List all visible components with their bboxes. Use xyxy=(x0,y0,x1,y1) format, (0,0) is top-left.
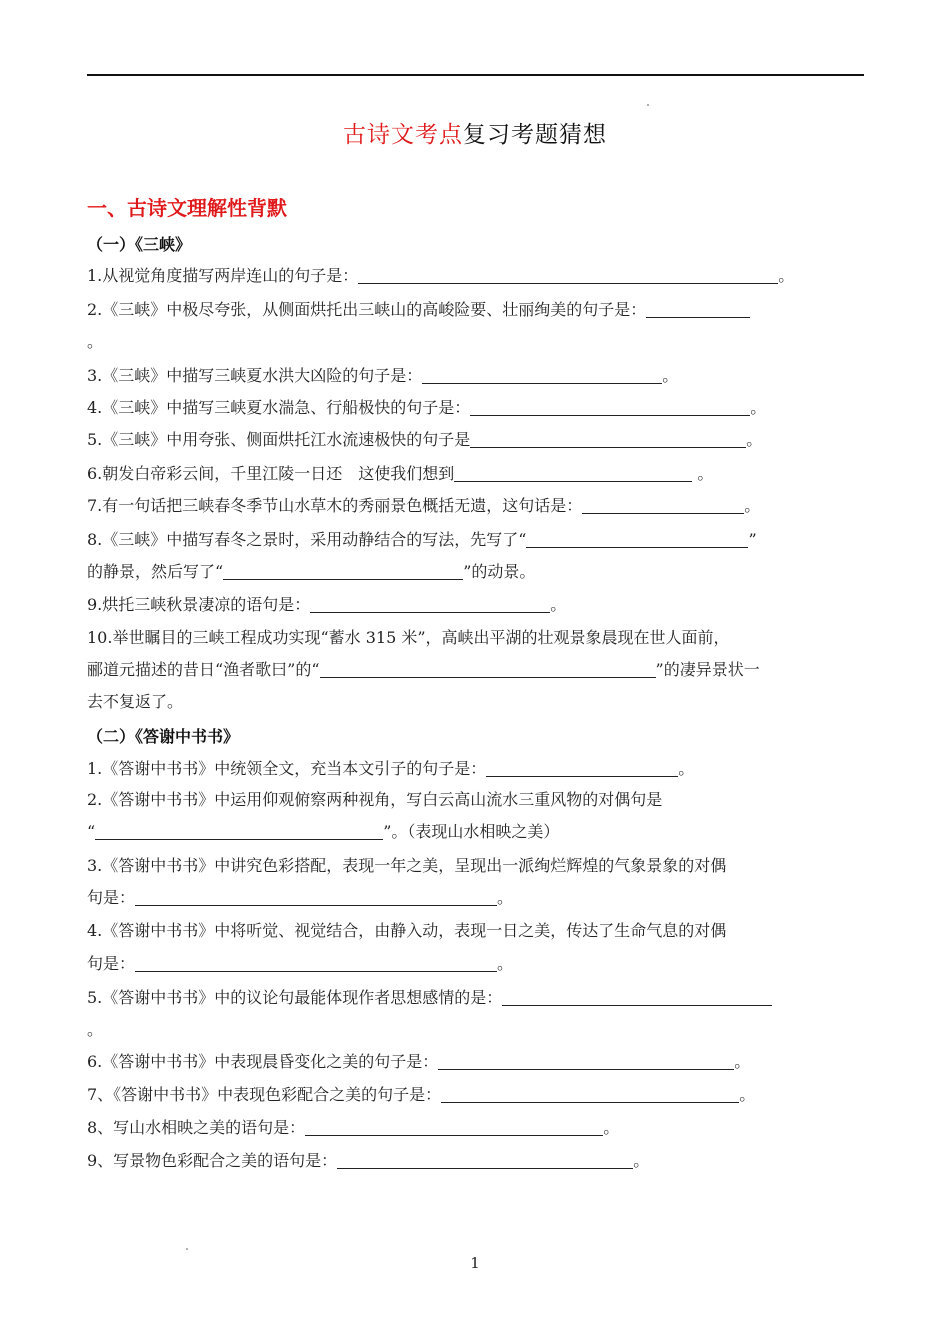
question-1-6 xyxy=(87,464,713,484)
question-2-5-end xyxy=(87,1020,103,1040)
answer-blank[interactable] xyxy=(526,531,748,548)
question-end: ”。（表现山水相映之美） xyxy=(383,822,560,841)
question-text: 4.《答谢中书书》中将听觉、视觉结合，由静入动，表现一日之美，传达了生命气息的对偶 xyxy=(87,921,727,940)
question-1-3 xyxy=(87,366,678,386)
title-red-part: 古诗文考点 xyxy=(343,122,463,148)
question-end: 。 xyxy=(662,366,679,385)
answer-blank[interactable] xyxy=(358,267,778,284)
answer-blank[interactable] xyxy=(454,465,692,482)
answer-blank[interactable] xyxy=(470,431,746,448)
answer-blank[interactable] xyxy=(337,1152,633,1169)
question-text: 郦道元描述的昔日“渔者歌曰”的“ xyxy=(87,660,320,679)
question-1-10 xyxy=(87,628,730,648)
answer-blank[interactable] xyxy=(223,563,463,580)
question-1-7 xyxy=(87,496,760,516)
question-2-4-cont xyxy=(87,954,513,974)
question-text: 3.《三峡》中描写三峡夏水洪大凶险的句子是： xyxy=(87,366,423,385)
question-1-2-end xyxy=(87,332,103,352)
answer-blank[interactable] xyxy=(95,823,383,840)
question-text: 1.《答谢中书书》中统领全文，充当本文引子的句子是： xyxy=(87,759,487,778)
question-2-2 xyxy=(87,790,662,810)
question-end: 。 xyxy=(497,954,514,973)
question-end: 。 xyxy=(734,1052,751,1071)
question-end: 。 xyxy=(550,595,567,614)
question-2-1 xyxy=(87,759,694,779)
question-end: 。 xyxy=(633,1151,650,1170)
answer-blank[interactable] xyxy=(486,760,678,777)
question-text: 句是： xyxy=(87,888,136,907)
answer-blank[interactable] xyxy=(135,955,497,972)
answer-blank[interactable] xyxy=(135,889,497,906)
question-1-1 xyxy=(87,266,794,286)
question-1-10-end xyxy=(87,692,183,712)
question-2-7 xyxy=(87,1085,755,1105)
header-rule xyxy=(87,74,864,76)
question-end: 。 xyxy=(739,1085,756,1104)
question-text: 7、《答谢中书书》中表现色彩配合之美的句子是： xyxy=(87,1085,442,1104)
question-end: 。 xyxy=(678,759,695,778)
question-2-3-cont xyxy=(87,888,513,908)
question-text: 8.《三峡》中描写春冬之景时，采用动静结合的写法，先写了“ xyxy=(87,530,527,549)
question-end: 。 xyxy=(750,398,767,417)
question-end: 。 xyxy=(603,1118,620,1137)
question-2-9 xyxy=(87,1151,649,1171)
section-heading: 一、古诗文理解性背默 xyxy=(87,196,287,220)
page-title xyxy=(0,116,950,149)
answer-blank[interactable] xyxy=(470,399,750,416)
question-text: 句是： xyxy=(87,954,136,973)
answer-blank[interactable] xyxy=(320,661,656,678)
question-end: 。 xyxy=(744,496,761,515)
question-text: 5.《三峡》中用夸张、侧面烘托江水流速极快的句子是 xyxy=(87,430,471,449)
question-end: 。 xyxy=(746,430,763,449)
question-1-9 xyxy=(87,595,566,615)
answer-blank[interactable] xyxy=(438,1053,734,1070)
question-2-8 xyxy=(87,1118,619,1138)
answer-blank[interactable] xyxy=(310,596,550,613)
subsection-sanxia: （一）《三峡》 xyxy=(87,235,192,254)
question-2-5 xyxy=(87,988,772,1008)
question-end: 。 xyxy=(87,1020,104,1039)
scan-speck xyxy=(647,104,649,106)
question-2-4 xyxy=(87,921,726,941)
question-text: 6.《答谢中书书》中表现晨昏变化之美的句子是： xyxy=(87,1052,439,1071)
question-1-5 xyxy=(87,430,762,450)
question-text: 去不复返了。 xyxy=(87,692,184,711)
question-text: 2.《三峡》中极尽夸张，从侧面烘托出三峡山的高峻险要、壮丽绚美的句子是： xyxy=(87,300,647,319)
question-end: ” xyxy=(748,530,757,549)
question-text: 1.从视觉角度描写两岸连山的句子是： xyxy=(87,266,359,285)
question-2-6 xyxy=(87,1052,750,1072)
question-end: 。 xyxy=(497,888,514,907)
question-text: 10.举世瞩目的三峡工程成功实现“蓄水 315 米”，高峡出平湖的壮观景象晨现在世人面前， xyxy=(87,628,730,647)
answer-blank[interactable] xyxy=(582,497,744,514)
question-text: 3.《答谢中书书》中讲究色彩搭配，表现一年之美，呈现出一派绚烂辉煌的气象景象的对偶 xyxy=(87,856,727,875)
scan-speck xyxy=(186,1248,188,1250)
answer-blank[interactable] xyxy=(305,1119,603,1136)
question-text: 的静景，然后写了“ xyxy=(87,562,224,581)
question-text: 6.朝发白帝彩云间，千里江陵一日还 这使我们想到 xyxy=(87,464,455,483)
question-1-8-cont xyxy=(87,562,535,582)
question-text: 2.《答谢中书书》中运用仰观俯察两种视角，写白云高山流水三重风物的对偶句是 xyxy=(87,790,663,809)
question-text: 8、写山水相映之美的语句是： xyxy=(87,1118,306,1137)
subsection-dxzss: （二）《答谢中书书》 xyxy=(87,727,240,746)
question-1-4 xyxy=(87,398,766,418)
question-end: ”的凄异景状一 xyxy=(655,660,760,679)
question-2-2-cont xyxy=(87,822,559,842)
question-text: 9.烘托三峡秋景凄凉的语句是： xyxy=(87,595,311,614)
page-number: 1 xyxy=(470,1254,480,1272)
question-text: 5.《答谢中书书》中的议论句最能体现作者思想感情的是： xyxy=(87,988,503,1007)
answer-blank[interactable] xyxy=(502,989,772,1006)
question-end: 。 xyxy=(692,464,714,483)
question-1-10-cont xyxy=(87,660,760,680)
answer-blank[interactable] xyxy=(646,301,750,318)
question-1-2 xyxy=(87,300,750,320)
question-text: 9、写景物色彩配合之美的语句是： xyxy=(87,1151,338,1170)
question-end: 。 xyxy=(87,332,104,351)
answer-blank[interactable] xyxy=(422,367,662,384)
question-text: “ xyxy=(87,822,96,841)
question-2-3 xyxy=(87,856,726,876)
question-text: 4.《三峡》中描写三峡夏水湍急、行船极快的句子是： xyxy=(87,398,471,417)
title-black-part: 复习考题猜想 xyxy=(463,122,607,148)
question-end: 。 xyxy=(778,266,795,285)
answer-blank[interactable] xyxy=(441,1086,739,1103)
question-end: ”的动景。 xyxy=(463,562,536,581)
question-text: 7.有一句话把三峡春冬季节山水草木的秀丽景色概括无遗，这句话是： xyxy=(87,496,583,515)
question-1-8 xyxy=(87,530,757,550)
